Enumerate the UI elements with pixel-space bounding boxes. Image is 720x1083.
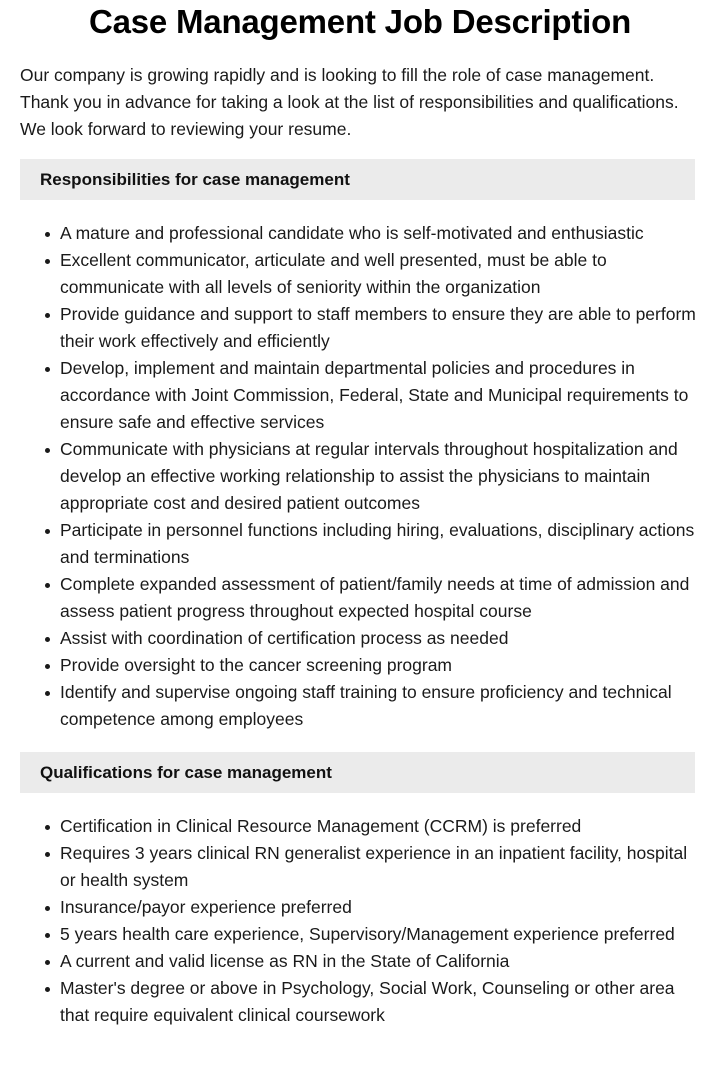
list-item xyxy=(60,625,696,652)
list-item xyxy=(60,840,696,894)
list-item xyxy=(60,894,696,921)
bullet-icon xyxy=(45,664,50,669)
list-item-text: Participate in personnel functions including hiring, evaluations, disciplinary actions and terminations xyxy=(60,520,695,567)
list-item-text: Requires 3 years clinical RN generalist experience in an inpatient facility, hospital or health system xyxy=(60,843,688,890)
bullet-icon xyxy=(45,852,50,857)
responsibilities-list xyxy=(0,220,696,733)
list-item xyxy=(60,679,696,733)
list-item xyxy=(60,813,696,840)
bullet-icon xyxy=(45,987,50,992)
list-item-text: Identify and supervise ongoing staff training to ensure proficiency and technical competence among employees xyxy=(60,682,672,729)
list-item xyxy=(60,247,696,301)
bullet-icon xyxy=(45,960,50,965)
list-item xyxy=(60,517,696,571)
list-item-text: Complete expanded assessment of patient/family needs at time of admission and assess patient progress throughout expected hospital course xyxy=(60,574,690,621)
list-item-text: Provide guidance and support to staff members to ensure they are able to perform their work effectively and efficiently xyxy=(60,304,696,351)
bullet-icon xyxy=(45,637,50,642)
bullet-icon xyxy=(45,259,50,264)
page-title: Case Management Job Description xyxy=(88,3,632,40)
bullet-icon xyxy=(45,313,50,318)
bullet-icon xyxy=(45,825,50,830)
list-item xyxy=(60,436,696,517)
qualifications-list xyxy=(0,813,696,1029)
bullet-icon xyxy=(45,367,50,372)
list-item-text: Develop, implement and maintain departmental policies and procedures in accordance with Joint Commission, Federal, State and Municipal requirements to ensure safe and effective services xyxy=(60,358,689,432)
list-item xyxy=(60,355,696,436)
bullet-icon xyxy=(45,691,50,696)
bullet-icon xyxy=(45,906,50,911)
intro-paragraph: Our company is growing rapidly and is looking to fill the role of case management. Thank you in advance for taking a look at the list of responsibilities and qualifications. We look forward to reviewing your resume. xyxy=(20,65,679,139)
list-item xyxy=(60,301,696,355)
list-item-text: Communicate with physicians at regular intervals throughout hospitalization and develop an effective working relationship to assist the physicians to maintain appropriate cost and desired patient outcomes xyxy=(60,439,678,513)
list-item xyxy=(60,921,696,948)
responsibilities-heading: Responsibilities for case management xyxy=(20,159,695,200)
list-item xyxy=(60,220,696,247)
bullet-icon xyxy=(45,529,50,534)
bullet-icon xyxy=(45,583,50,588)
list-item-text: A current and valid license as RN in the State of California xyxy=(60,951,510,971)
list-item-text: Master's degree or above in Psychology, Social Work, Counseling or other area that require equivalent clinical coursework xyxy=(60,978,675,1025)
list-item-text: Provide oversight to the cancer screening program xyxy=(60,655,453,675)
list-item xyxy=(60,948,696,975)
list-item-text: Certification in Clinical Resource Management (CCRM) is preferred xyxy=(60,816,582,836)
list-item xyxy=(60,571,696,625)
list-item-text: Excellent communicator, articulate and well presented, must be able to communicate with all levels of seniority within the organization xyxy=(60,250,607,297)
list-item xyxy=(60,975,696,1029)
qualifications-heading: Qualifications for case management xyxy=(20,752,695,793)
bullet-icon xyxy=(45,933,50,938)
list-item-text: Insurance/payor experience preferred xyxy=(60,897,352,917)
list-item-text: Assist with coordination of certification process as needed xyxy=(60,628,509,648)
list-item xyxy=(60,652,696,679)
list-item-text: 5 years health care experience, Supervisory/Management experience preferred xyxy=(60,924,675,944)
bullet-icon xyxy=(45,232,50,237)
list-item-text: A mature and professional candidate who is self-motivated and enthusiastic xyxy=(60,223,644,243)
bullet-icon xyxy=(45,448,50,453)
